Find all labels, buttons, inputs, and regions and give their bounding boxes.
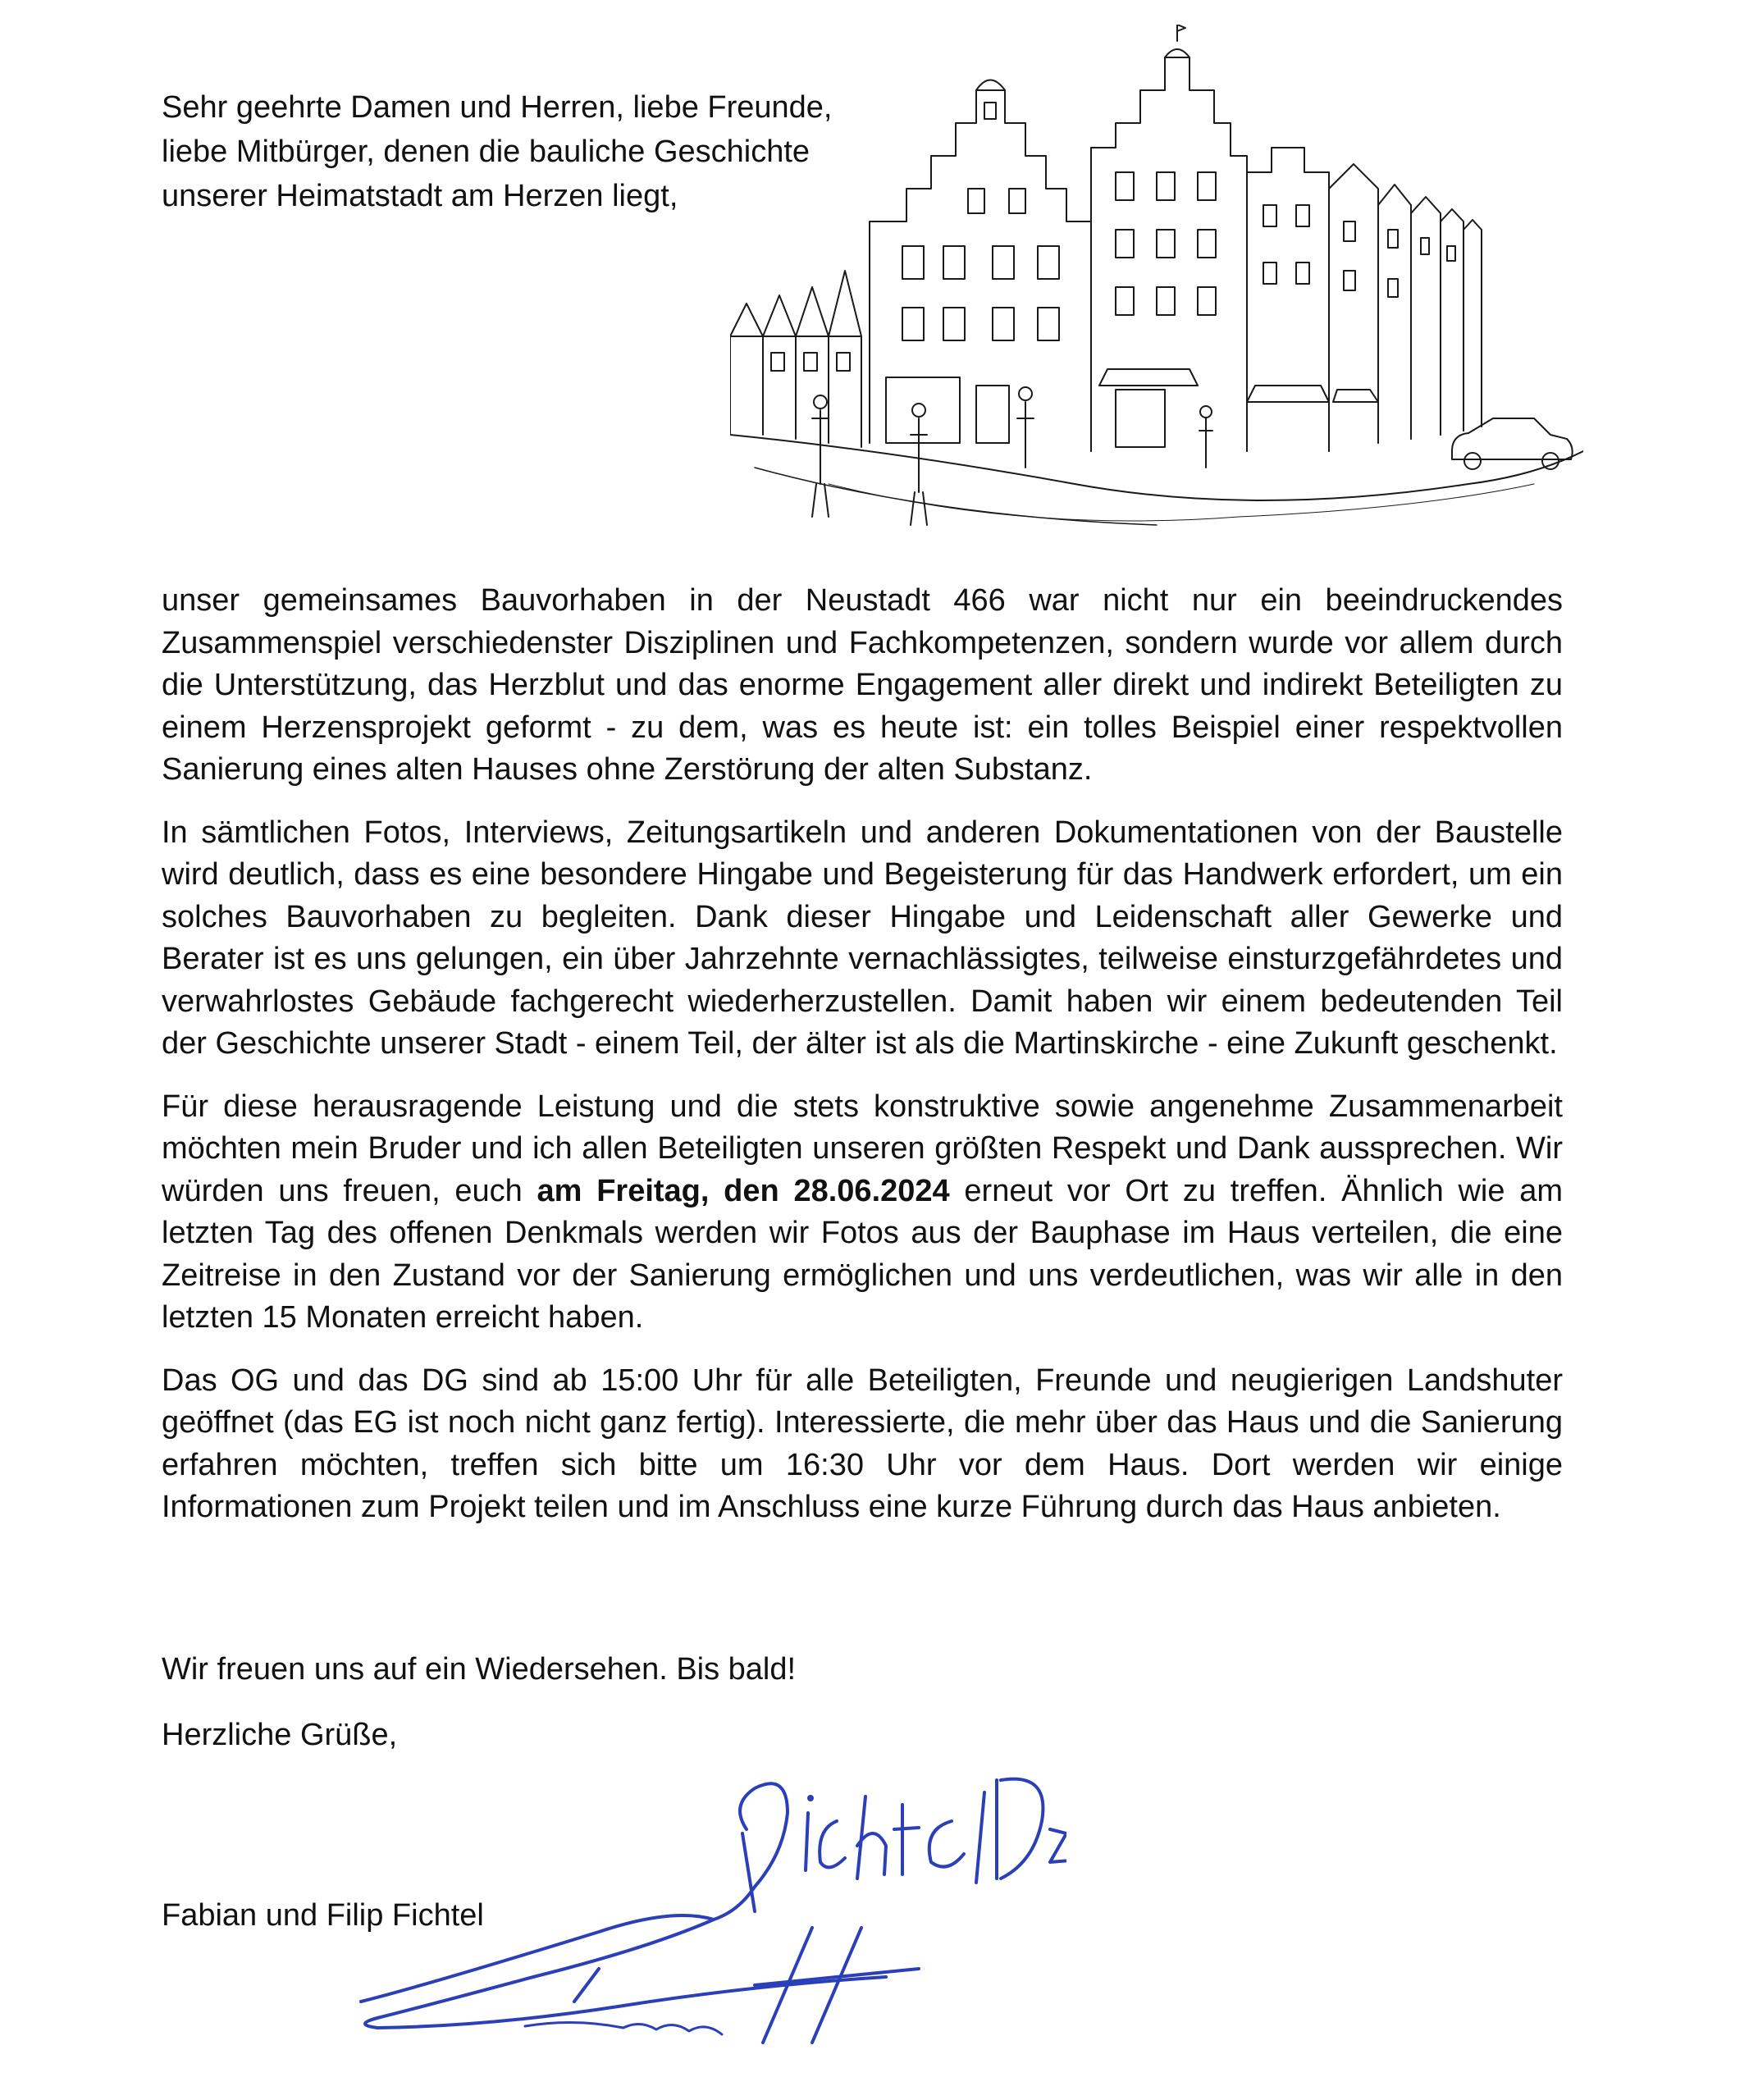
signatories: Fabian und Filip Fichtel xyxy=(162,1898,484,1933)
salutation-line-3: unserer Heimatstadt am Herzen liegt, xyxy=(162,179,678,213)
townhouse-street-sketch-icon xyxy=(730,25,1583,550)
paragraph-3-text-before: Für diese herausragende Leistung und die stets konstruktive sowie angenehme Zusammenarbeit möchten mein Bruder und ich allen Beteiligten unseren größten Respekt und Dank aussprechen. Wir würden uns freuen, euch xyxy=(162,1089,1563,1208)
salutation-line-2: liebe Mitbürger, denen die bauliche Geschichte xyxy=(162,135,811,169)
salutation-line-1: Sehr geehrte Damen und Herren, liebe Freunde, xyxy=(162,90,833,125)
greeting: Herzliche Grüße, xyxy=(162,1718,398,1752)
paragraph-3-text-after: erneut vor Ort zu treffen. Ähnlich wie am letzten Tag des offenen Denkmals werden wir Fotos aus der Bauphase im Haus verteilen, die eine Zeitreise in den Zustand vor der Sanierung ermöglichen und uns verdeutlichen, was wir alle in den letzten 15 Monaten erreicht haben. xyxy=(162,1173,1564,1335)
handwritten-signature-icon xyxy=(328,1723,1066,2075)
closing-line: Wir freuen uns auf ein Wiedersehen. Bis bald! xyxy=(162,1652,797,1687)
paragraph-2: In sämtlichen Fotos, Interviews, Zeitungsartikeln und anderen Dokumentationen von der Baustelle wird deutlich, dass es eine besondere Hingabe und Begeisterung für das Handwerk erfordert, um ein solches Bauvorhaben zu begleiten. Dank dieser Hingabe und Leidenschaft aller Gewerke und Berater ist es uns gelungen, ein über Jahrzehnte vernachlässigtes, teilweise einsturzgefährdetes und verwahrlostes Gebäude fachgerecht wiederherzustellen. Damit haben wir einem bedeutenden Teil der Geschichte unserer Stadt - einem Teil, der älter ist als die Martinskirche - eine Zukunft geschenkt. xyxy=(162,815,1563,1061)
paragraph-1: unser gemeinsames Bauvorhaben in der Neustadt 466 war nicht nur ein beeindruckendes Zusammenspiel verschiedenster Disziplinen und Fachkompetenzen, sondern wurde vor allem durch die Unterstützung, das Herzblut und das enorme Engagement aller direkt und indirekt Beteiligten zu einem Herzensprojekt geformt - zu dem, was es heute ist: ein tolles Beispiel einer respektvollen Sanierung eines alten Hauses ohne Zerstörung der alten Substanz. xyxy=(162,583,1563,787)
paragraph-4: Das OG und das DG sind ab 15:00 Uhr für alle Beteiligten, Freunde und neugierigen Landshuter geöffnet (das EG ist noch nicht ganz fertig). Interessierte, die mehr über das Haus und die Sanierung erfahren möchten, treffen sich bitte um 16:30 Uhr vor dem Haus. Dort werden wir einige Informationen zum Projekt teilen und im Anschluss eine kurze Führung durch das Haus anbieten. xyxy=(162,1363,1563,1524)
paragraph-3 xyxy=(162,1086,1563,1340)
event-date: am Freitag, den 28.06.2024 xyxy=(537,1173,950,1208)
letter-body xyxy=(162,580,1563,1550)
